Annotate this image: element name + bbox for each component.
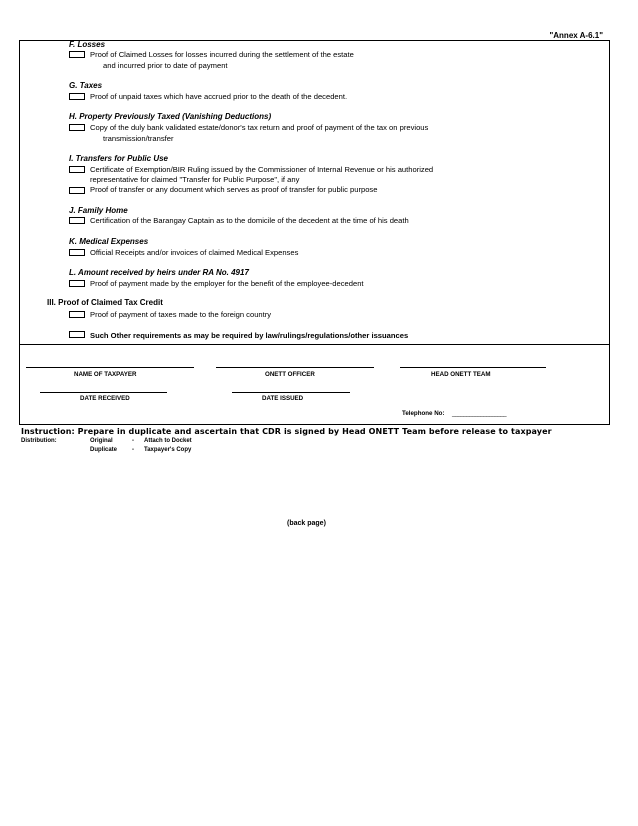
telephone-label: Telephone No:: [402, 410, 445, 417]
date-issued-label: DATE ISSUED: [262, 395, 304, 402]
section-f-title: F. Losses: [69, 40, 106, 49]
distribution-copy-duplicate: Duplicate: [90, 447, 118, 453]
checkbox-f-losses[interactable]: [69, 51, 85, 58]
distribution-purpose-original: Attach to Docket: [144, 438, 192, 444]
distribution-dash-2: -: [132, 447, 134, 453]
section-j-title: J. Family Home: [69, 206, 128, 215]
checkbox-k-medical[interactable]: [69, 249, 85, 256]
section-h-line-2: transmission/transfer: [103, 134, 174, 143]
annex-label: "Annex A-6.1": [549, 31, 603, 40]
checkbox-h-property[interactable]: [69, 124, 85, 131]
distribution-label: Distribution:: [21, 438, 57, 444]
section-k-title: K. Medical Expenses: [69, 237, 149, 246]
section-i-title: I. Transfers for Public Use: [69, 154, 168, 163]
checkbox-l-heirs[interactable]: [69, 280, 85, 287]
section-iii-line-1: Proof of payment of taxes made to the foreign country: [90, 310, 272, 319]
section-l-line-1: Proof of payment made by the employer for the benefit of the employee-decedent: [90, 279, 364, 288]
distribution-dash-1: -: [132, 438, 134, 444]
checkbox-i-proof[interactable]: [69, 187, 85, 194]
onett-officer-label: ONETT OFFICER: [265, 371, 315, 378]
section-f-line-2: and incurred prior to date of payment: [103, 61, 228, 70]
section-k-line-1: Official Receipts and/or invoices of claimed Medical Expenses: [90, 248, 299, 257]
head-onett-signature-line[interactable]: [400, 367, 546, 368]
checkbox-g-taxes[interactable]: [69, 93, 85, 100]
section-i-line-2: representative for claimed "Transfer for Public Purpose", if any: [90, 175, 300, 184]
checkbox-other-requirements[interactable]: [69, 331, 85, 338]
date-received-label: DATE RECEIVED: [80, 395, 130, 402]
taxpayer-label: NAME OF TAXPAYER: [74, 371, 137, 378]
date-issued-line[interactable]: [232, 392, 350, 393]
section-g-title: G. Taxes: [69, 81, 103, 90]
section-l-title: L. Amount received by heirs under RA No. 4917: [69, 268, 249, 277]
telephone-field[interactable]: ___________________: [452, 410, 506, 417]
section-i-line-3: Proof of transfer or any document which serves as proof of transfer for public purpose: [90, 185, 378, 194]
back-page-label: (back page): [287, 520, 326, 527]
onett-officer-signature-line[interactable]: [216, 367, 374, 368]
instruction-text: Instruction: Prepare in duplicate and ascertain that CDR is signed by Head ONETT Team before release to taxpayer: [21, 427, 552, 436]
taxpayer-signature-line[interactable]: [26, 367, 194, 368]
section-j-line-1: Certification of the Barangay Captain as to the domicile of the decedent at the time of his death: [90, 216, 409, 225]
head-onett-label: HEAD ONETT TEAM: [431, 371, 491, 378]
section-g-line-1: Proof of unpaid taxes which have accrued prior to the death of the decedent.: [90, 92, 348, 101]
other-requirements-text: Such Other requirements as may be required by law/rulings/regulations/other issuances: [90, 331, 409, 340]
section-h-title: H. Property Previously Taxed (Vanishing Deductions): [69, 112, 272, 121]
checkbox-j-family-home[interactable]: [69, 217, 85, 224]
section-iii-title: III. Proof of Claimed Tax Credit: [47, 298, 163, 307]
frame-divider: [19, 344, 610, 345]
checkbox-iii-tax-credit[interactable]: [69, 311, 85, 318]
checkbox-i-certificate[interactable]: [69, 166, 85, 173]
distribution-copy-original: Original: [90, 438, 113, 444]
section-f-line-1: Proof of Claimed Losses for losses incurred during the settlement of the estate: [90, 50, 354, 59]
distribution-purpose-duplicate: Taxpayer's Copy: [144, 447, 192, 453]
section-h-line-1: Copy of the duly bank validated estate/donor's tax return and proof of payment of the tax on previous: [90, 123, 429, 132]
section-i-line-1: Certificate of Exemption/BIR Ruling issued by the Commissioner of Internal Revenue or his authorized: [90, 165, 434, 174]
date-received-line[interactable]: [40, 392, 167, 393]
